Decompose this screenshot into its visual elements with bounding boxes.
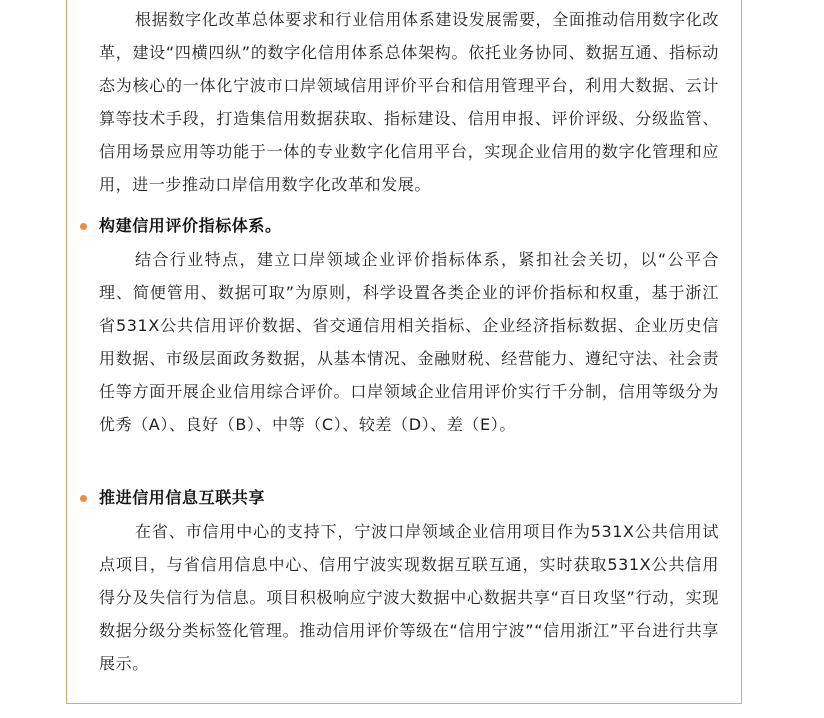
heading-text: 构建信用评价指标体系。 <box>99 216 282 235</box>
bullet-dot-icon <box>80 495 87 502</box>
heading-text: 推进信用信息互联共享 <box>99 488 266 507</box>
paragraph-credit-index: 结合行业特点，建立口岸领域企业评价指标体系，紧扣社会关切，以“公平合理、简便管用、数据可取”为原则，科学设置各类企业的评价指标和权重，基于浙江省531X公共信用评价数据、省交通信用相关指标、企业经济指标数据、企业历史信用数据、市级层面政务数据，从基本情况、金融财税、经营能力、遵纪守法、社会责任等方面开展企业信用综合评价。口岸领域企业信用评价实行千分制，信用等级分为优秀（A）、良好（B）、中等（C）、较差（D）、差（E）。 <box>99 250 719 434</box>
section-heading-credit-index <box>80 214 282 238</box>
section-heading-credit-sharing <box>80 486 265 510</box>
paragraph-digital-reform: 根据数字化改革总体要求和行业信用体系建设发展需要，全面推动信用数字化改革，建设“四横四纵”的数字化信用体系总体架构。依托业务协同、数据互通、指标动态为核心的一体化宁波市口岸领域信用评价平台和信用管理平台，利用大数据、云计算等技术手段，打造集信用数据获取、指标建设、信用申报、评价评级、分级监管、信用场景应用等功能于一体的专业数字化信用平台，实现企业信用的数字化管理和应用，进一步推动口岸信用数字化改革和发展。 <box>99 10 719 194</box>
paragraph-credit-sharing: 在省、市信用中心的支持下，宁波口岸领域企业信用项目作为531X公共信用试点项目，与省信用信息中心、信用宁波实现数据互联互通，实时获取531X公共信用得分及失信行为信息。项目积极响应宁波大数据中心数据共享“百日攻坚”行动，实现数据分级分类标签化管理。推动信用评价等级在“信用宁波”“信用浙江”平台进行共享展示。 <box>99 522 719 673</box>
bullet-dot-icon <box>80 223 87 230</box>
